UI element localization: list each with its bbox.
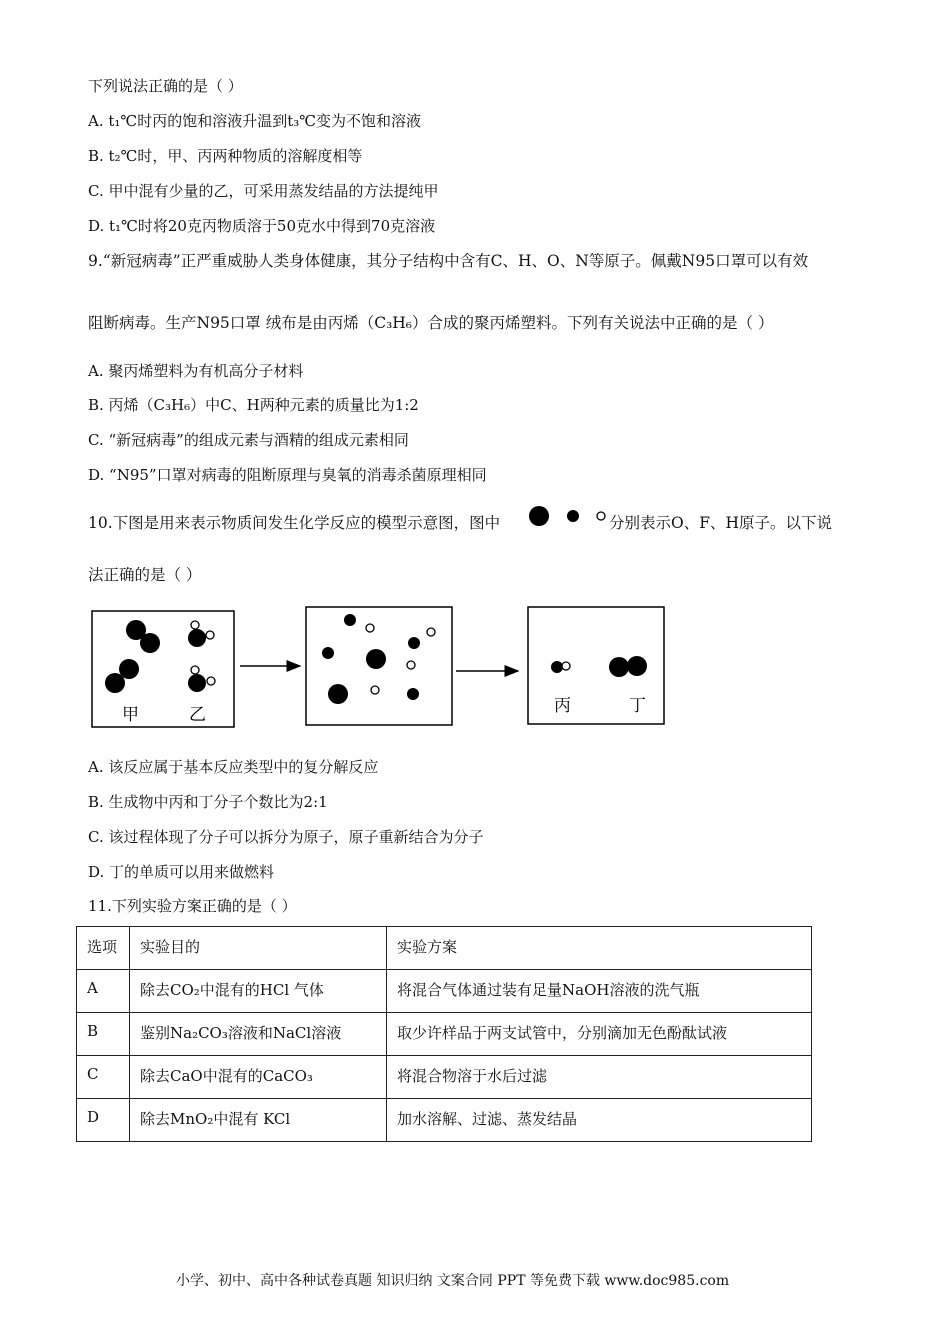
h-atom <box>191 666 199 674</box>
row-purpose: 除去CaO中混有的CaCO₃ <box>130 1056 387 1099</box>
h-atom <box>427 628 435 636</box>
q9-option-c: C. “新冠病毒”的组成元素与酒精的组成元素相同 <box>88 431 409 449</box>
q10-option-a: A. 该反应属于基本反应类型中的复分解反应 <box>88 758 379 776</box>
h-atom <box>371 686 379 694</box>
row-option: B <box>77 1013 130 1056</box>
reactants-box <box>92 611 234 727</box>
row-option: D <box>77 1099 130 1142</box>
q10-stem-line2: 法正确的是（ ） <box>88 566 202 584</box>
f-atom <box>407 688 419 700</box>
f-atom <box>188 674 206 692</box>
row-plan: 加水溶解、过滤、蒸发结晶 <box>387 1099 812 1142</box>
o2-molecule-atom <box>140 633 160 653</box>
f-atom <box>188 629 206 647</box>
q10-stem-line1b: 分别表示O、F、H原子。以下说 <box>609 514 832 532</box>
o-atom <box>366 649 386 669</box>
row-option: C <box>77 1056 130 1099</box>
o2-molecule-atom <box>105 673 125 693</box>
h-atom <box>366 624 374 632</box>
q8-option-d: D. t₁℃时将20克丙物质溶于50克水中得到70克溶液 <box>88 217 436 235</box>
o-atom <box>328 684 348 704</box>
f-atom <box>344 614 356 626</box>
q9-stem-line2: 阻断病毒。生产N95口罩 绒布是由丙烯（C₃H₆）合成的聚丙烯塑料。下列有关说法中正确的是（ ） <box>88 314 774 332</box>
table-row <box>77 1013 812 1056</box>
table-row <box>77 1056 812 1099</box>
row-plan: 将混合物溶于水后过滤 <box>387 1056 812 1099</box>
q10-option-d: D. 丁的单质可以用来做燃料 <box>88 863 275 881</box>
label-jia: 甲 <box>122 705 139 725</box>
header-plan: 实验方案 <box>387 927 812 970</box>
page-footer: 小学、初中、高中各种试卷真题 知识归纳 文案合同 PPT 等免费下载 www.doc985.com <box>176 1273 730 1289</box>
row-purpose: 鉴别Na₂CO₃溶液和NaCl溶液 <box>130 1013 387 1056</box>
q11-stem: 11.下列实验方案正确的是（ ） <box>88 897 297 915</box>
row-purpose: 除去MnO₂中混有 KCl <box>130 1099 387 1142</box>
q8-option-b: B. t₂℃时，甲、丙两种物质的溶解度相等 <box>88 147 363 165</box>
h-atom <box>191 621 199 629</box>
q10-stem-line1a: 10.下图是用来表示物质间发生化学反应的模型示意图，图中 <box>88 514 501 532</box>
h-atom <box>407 661 415 669</box>
f-atom <box>322 647 334 659</box>
q8-option-c: C. 甲中混有少量的乙，可采用蒸发结晶的方法提纯甲 <box>88 182 439 200</box>
experiment-table <box>76 926 812 1142</box>
q9-option-b: B. 丙烯（C₃H₆）中C、H两种元素的质量比为1:2 <box>88 396 419 414</box>
label-ding: 丁 <box>629 696 646 716</box>
row-plan: 将混合气体通过装有足量NaOH溶液的洗气瓶 <box>387 970 812 1013</box>
table-row <box>77 970 812 1013</box>
q10-option-c: C. 该过程体现了分子可以拆分为原子，原子重新结合为分子 <box>88 828 484 846</box>
f-atom <box>408 637 420 649</box>
q9-option-a: A. 聚丙烯塑料为有机高分子材料 <box>88 362 304 380</box>
q8-option-a: A. t₁℃时丙的饱和溶液升温到t₃℃变为不饱和溶液 <box>88 112 422 130</box>
f-atom <box>551 661 563 673</box>
header-option: 选项 <box>77 927 130 970</box>
q8-stem: 下列说法正确的是（ ） <box>88 77 243 95</box>
q10-option-b: B. 生成物中丙和丁分子个数比为2:1 <box>88 793 328 811</box>
h-atom <box>207 677 215 685</box>
h-atom <box>562 662 570 670</box>
table-header-row <box>77 927 812 970</box>
q9-stem-line1: 9.“新冠病毒”正严重威胁人类身体健康，其分子结构中含有C、H、O、N等原子。佩戴N95口罩可以有效 <box>88 252 809 270</box>
q9-option-d: D. “N95”口罩对病毒的阻断原理与臭氧的消毒杀菌原理相同 <box>88 466 487 484</box>
table-row <box>77 1099 812 1142</box>
label-yi: 乙 <box>189 705 206 725</box>
row-purpose: 除去CO₂中混有的HCl 气体 <box>130 970 387 1013</box>
h-atom <box>206 631 214 639</box>
o2-molecule-atom <box>609 657 629 677</box>
row-option: A <box>77 970 130 1013</box>
label-bing: 丙 <box>554 696 571 716</box>
header-purpose: 实验目的 <box>130 927 387 970</box>
row-plan: 取少许样品于两支试管中，分别滴加无色酚酞试液 <box>387 1013 812 1056</box>
o2-molecule-atom <box>627 656 647 676</box>
